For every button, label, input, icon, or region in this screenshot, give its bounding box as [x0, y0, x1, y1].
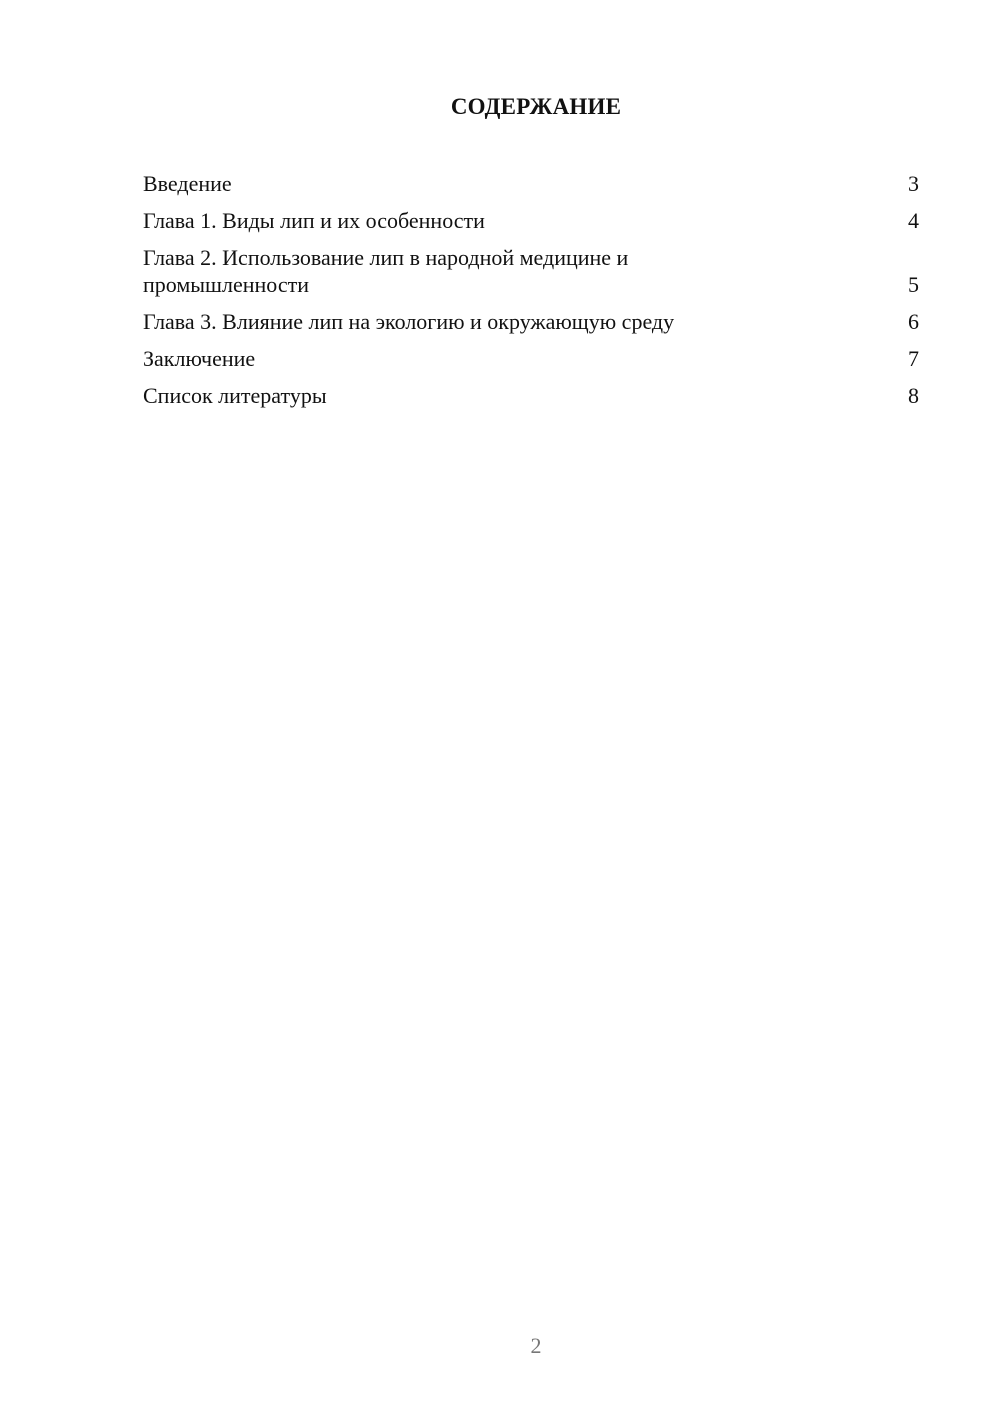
page-title: СОДЕРЖАНИЕ: [450, 94, 622, 119]
toc-entry-chapter-2[interactable]: [143, 244, 919, 298]
toc-entry-chapter-1[interactable]: [143, 207, 919, 234]
toc-entry-page: 5: [908, 272, 919, 297]
toc-entry-title: Список литературы: [143, 383, 327, 408]
toc-entry-introduction[interactable]: [143, 170, 919, 197]
toc-entry-title: Заключение: [143, 346, 256, 371]
toc-entry-title: Введение: [143, 171, 232, 196]
toc-entry-page: 8: [908, 383, 919, 408]
page-number: 2: [530, 1333, 542, 1358]
toc-entry-chapter-3[interactable]: [143, 308, 919, 335]
toc-entry-conclusion[interactable]: [143, 345, 919, 372]
toc-entry-page: 6: [908, 309, 919, 334]
toc-entry-title: Глава 3. Влияние лип на экологию и окружающую среду: [143, 309, 675, 334]
toc-entry-bibliography[interactable]: [143, 382, 919, 409]
toc-entry-page: 7: [908, 346, 919, 371]
toc-entry-title: Глава 2. Использование лип в народной медицине и промышленности: [143, 245, 629, 297]
toc-entry-page: 3: [908, 171, 919, 196]
table-of-contents: [143, 170, 919, 419]
toc-entry-title: Глава 1. Виды лип и их особенности: [143, 208, 485, 233]
toc-entry-page: 4: [908, 208, 919, 233]
